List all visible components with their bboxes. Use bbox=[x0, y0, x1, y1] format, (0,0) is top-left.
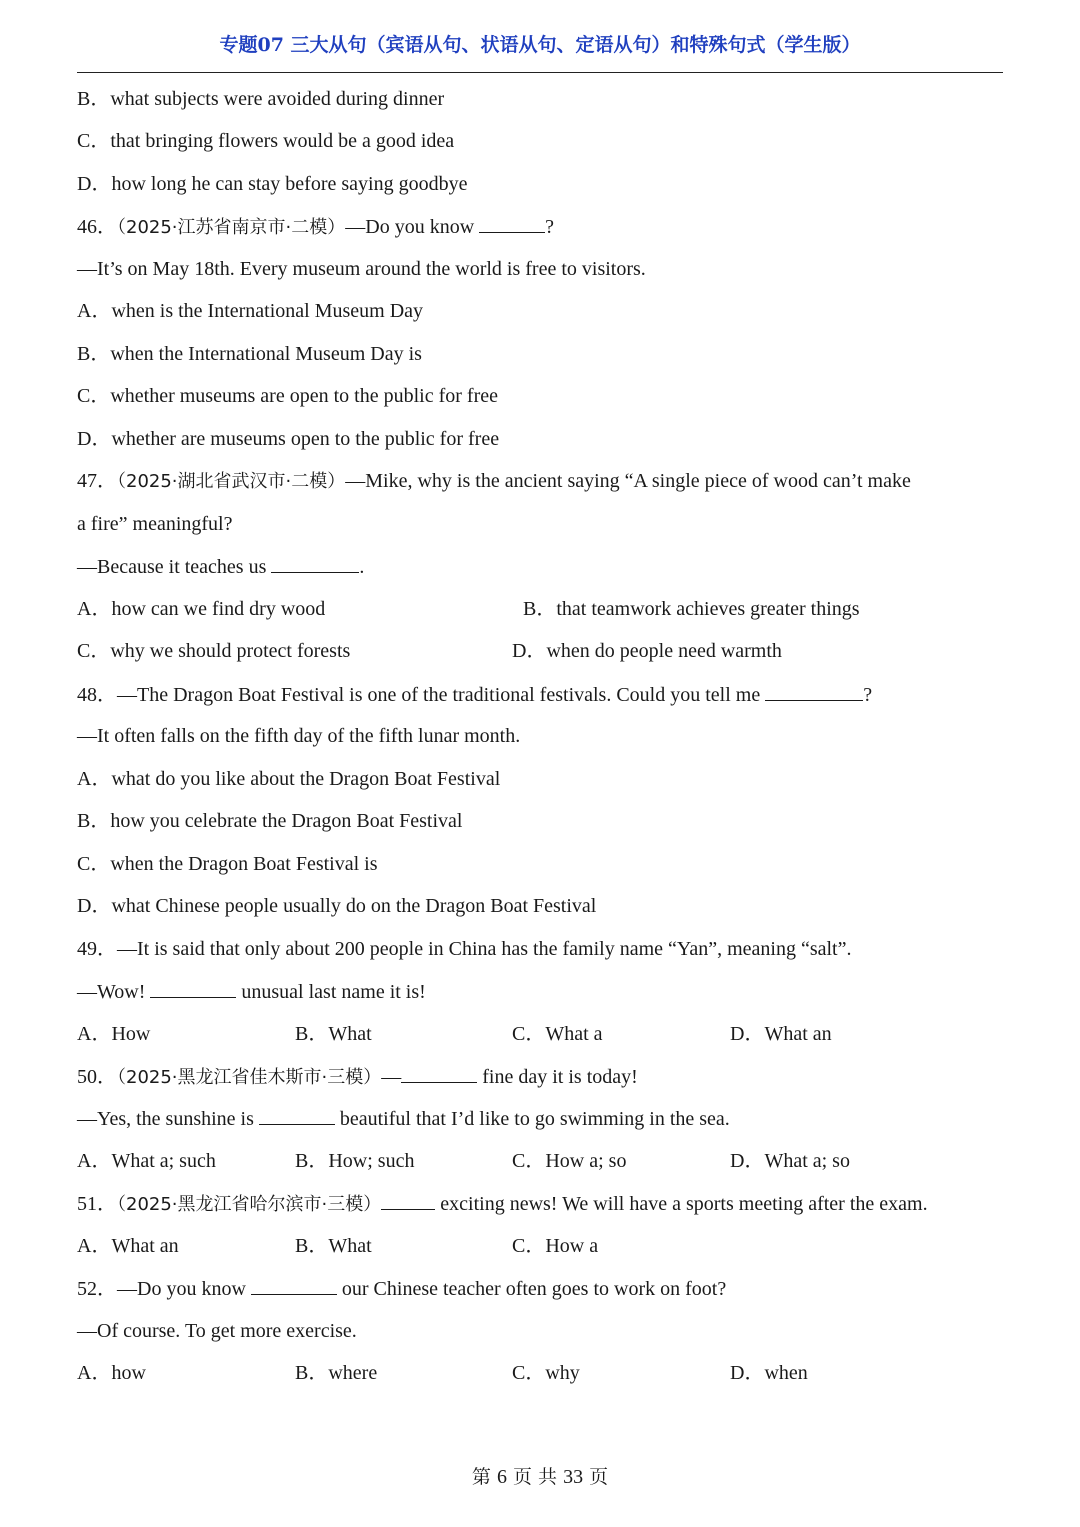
q48-option-a: A．what do you like about the Dragon Boat Festival bbox=[77, 768, 501, 790]
q47-stem-text: —Mike, why is the ancient saying “A single piece of wood can’t make bbox=[345, 470, 911, 492]
q49-reply-end: unusual last name it is! bbox=[236, 981, 426, 1003]
q45-option-c: C．that bringing flowers would be a good idea bbox=[77, 130, 455, 152]
q47-reply-end: . bbox=[359, 556, 365, 578]
q46-stem-text: —Do you know bbox=[345, 216, 480, 238]
q48-option-d: D．what Chinese people usually do on the Dragon Boat Festival bbox=[77, 895, 597, 917]
q51-number: 51． bbox=[77, 1193, 117, 1215]
q48-stem bbox=[77, 682, 872, 707]
header-divider bbox=[77, 72, 1003, 73]
q47-source: （2025·湖北省武汉市·二模） bbox=[117, 471, 346, 492]
q52-option-b: B．where bbox=[295, 1362, 378, 1384]
q49-option-b: B．What bbox=[295, 1023, 372, 1045]
footer-middle: 页 共 bbox=[506, 1466, 564, 1488]
q51-option-c: C．How a bbox=[512, 1235, 599, 1257]
q50-option-a: A．What a; such bbox=[77, 1150, 216, 1172]
q46-stem-end: ? bbox=[545, 216, 555, 238]
q47-reply bbox=[77, 554, 364, 579]
q52-stem-text: 52．—Do you know bbox=[77, 1278, 251, 1300]
q50-option-d: D．What a; so bbox=[730, 1150, 850, 1172]
q51-source: （2025·黑龙江省哈尔滨市·三模） bbox=[117, 1194, 382, 1215]
answer-blank bbox=[381, 1191, 435, 1210]
q47-number: 47． bbox=[77, 470, 117, 492]
q48-stem-end: ? bbox=[863, 684, 873, 706]
q46-option-c: C．whether museums are open to the public for free bbox=[77, 385, 498, 407]
q50-number: 50． bbox=[77, 1066, 117, 1088]
q46-reply: —It’s on May 18th. Every museum around the world is free to visitors. bbox=[77, 258, 646, 280]
q48-option-b: B．how you celebrate the Dragon Boat Festival bbox=[77, 810, 463, 832]
q49-reply bbox=[77, 979, 426, 1004]
q49-option-d: D．What an bbox=[730, 1023, 832, 1045]
q49-option-c: C．What a bbox=[512, 1023, 603, 1045]
q46-source: （2025·江苏省南京市·二模） bbox=[117, 217, 346, 238]
answer-blank bbox=[765, 682, 863, 701]
q47-option-c: C．why we should protect forests bbox=[77, 640, 351, 662]
q48-option-c: C．when the Dragon Boat Festival is bbox=[77, 853, 378, 875]
q51-option-b: B．What bbox=[295, 1235, 372, 1257]
answer-blank bbox=[401, 1064, 477, 1083]
answer-blank bbox=[150, 979, 236, 998]
q52-stem-end: our Chinese teacher often goes to work on foot? bbox=[336, 1278, 727, 1300]
q52-stem bbox=[77, 1276, 726, 1301]
q50-stem-dash: — bbox=[381, 1066, 402, 1088]
q50-stem-text: fine day it is today! bbox=[477, 1066, 638, 1088]
q45-option-d: D．how long he can stay before saying goodbye bbox=[77, 173, 468, 195]
footer-prefix: 第 bbox=[471, 1466, 497, 1488]
q47-stem bbox=[77, 469, 911, 494]
answer-blank bbox=[479, 214, 545, 233]
q50-option-b: B．How; such bbox=[295, 1150, 415, 1172]
q46-option-d: D．whether are museums open to the public for free bbox=[77, 428, 500, 450]
q50-stem bbox=[77, 1064, 638, 1090]
q47-option-a: A．how can we find dry wood bbox=[77, 598, 326, 620]
q47-option-d: D．when do people need warmth bbox=[512, 640, 782, 662]
q46-number: 46． bbox=[77, 216, 117, 238]
q50-reply bbox=[77, 1106, 730, 1131]
q49-stem: 49．—It is said that only about 200 people in China has the family name “Yan”, meaning “salt”. bbox=[77, 938, 852, 960]
q52-reply: —Of course. To get more exercise. bbox=[77, 1320, 357, 1342]
page-number: 6 bbox=[496, 1466, 507, 1488]
q47-reply-text: —Because it teaches us bbox=[77, 556, 272, 578]
q49-option-a: A．How bbox=[77, 1023, 151, 1045]
q46-option-a: A．when is the International Museum Day bbox=[77, 300, 424, 322]
q50-reply-text: —Yes, the sunshine is bbox=[77, 1108, 259, 1130]
q50-option-c: C．How a; so bbox=[512, 1150, 627, 1172]
answer-blank bbox=[251, 1276, 337, 1295]
q45-option-b: B．what subjects were avoided during dinner bbox=[77, 88, 445, 110]
q47-stem-continued: a fire” meaningful? bbox=[77, 513, 233, 535]
answer-blank bbox=[259, 1106, 335, 1125]
footer-suffix: 页 bbox=[583, 1466, 609, 1488]
q52-option-d: D．when bbox=[730, 1362, 808, 1384]
q51-option-a: A．What an bbox=[77, 1235, 179, 1257]
q48-reply: —It often falls on the fifth day of the fifth lunar month. bbox=[77, 725, 521, 747]
q52-option-c: C．why bbox=[512, 1362, 580, 1384]
q50-reply-end: beautiful that I’d like to go swimming in the sea. bbox=[334, 1108, 730, 1130]
q48-stem-text: 48．—The Dragon Boat Festival is one of the traditional festivals. Could you tell me bbox=[77, 684, 766, 706]
page-total: 33 bbox=[563, 1466, 584, 1488]
q46-option-b: B．when the International Museum Day is bbox=[77, 343, 422, 365]
page-footer bbox=[0, 1462, 1080, 1489]
answer-blank bbox=[271, 554, 359, 573]
q49-reply-text: —Wow! bbox=[77, 981, 151, 1003]
page-header: 专题07 三大从句（宾语从句、状语从句、定语从句）和特殊句式（学生版） bbox=[219, 34, 861, 56]
q51-stem-text: exciting news! We will have a sports meeting after the exam. bbox=[435, 1193, 928, 1215]
q47-option-b: B．that teamwork achieves greater things bbox=[523, 598, 860, 620]
q46-stem bbox=[77, 214, 554, 240]
q51-stem bbox=[77, 1191, 928, 1217]
q52-option-a: A．how bbox=[77, 1362, 146, 1384]
q50-source: （2025·黑龙江省佳木斯市·三模） bbox=[117, 1067, 382, 1088]
